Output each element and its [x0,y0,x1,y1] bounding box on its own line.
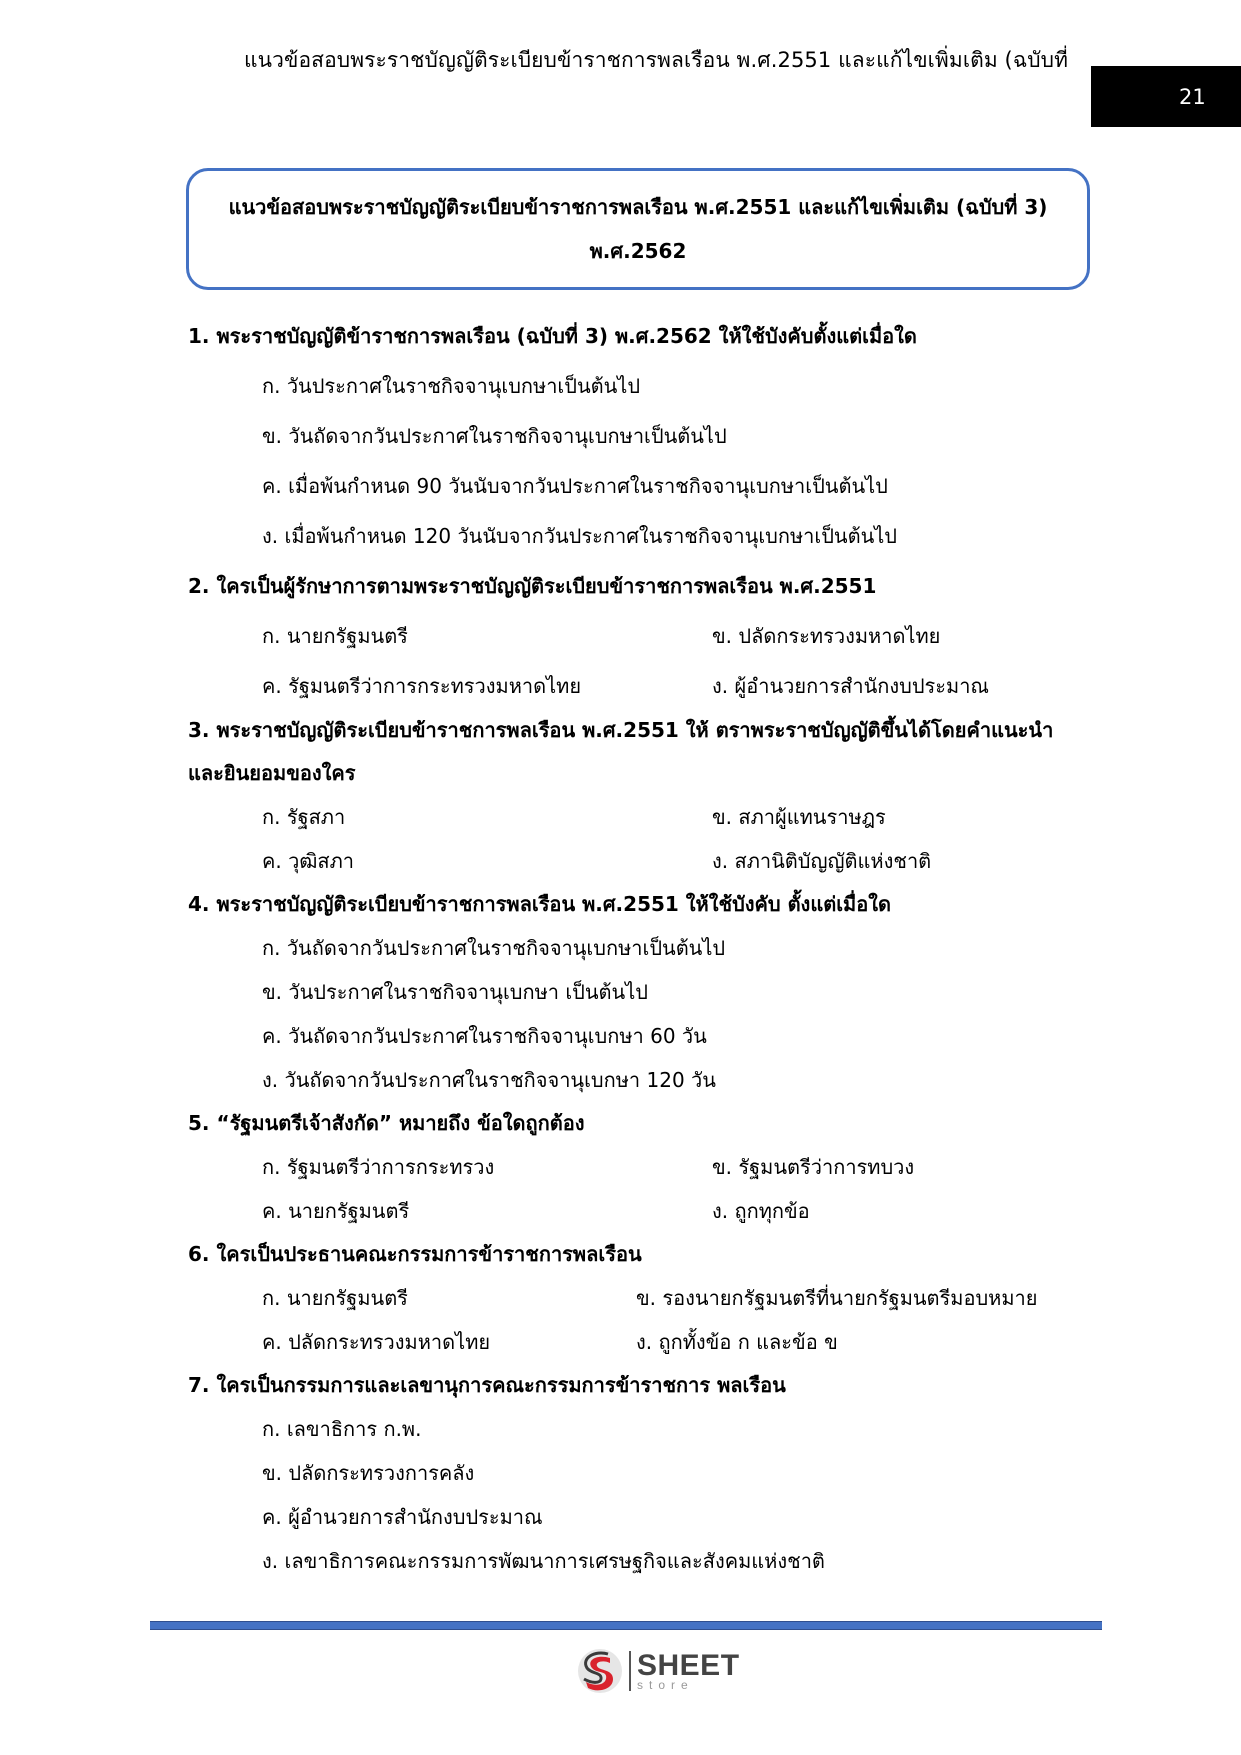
question-3-option-a: ก. รัฐสภา [262,805,346,829]
question-2-option-d: ง. ผู้อำนวยการสำนักงบประมาณ [712,674,989,698]
question-7-option-b: ข. ปลัดกระทรวงการคลัง [262,1461,475,1485]
logo-text [637,1651,740,1691]
question-1-option-a: ก. วันประกาศในราชกิจจานุเบกษาเป็นต้นไป [262,374,641,398]
question-4-option-a: ก. วันถัดจากวันประกาศในราชกิจจานุเบกษาเป็นต้นไป [262,936,726,960]
question-3-option-b: ข. สภาผู้แทนราษฎร [712,805,886,829]
running-header: แนวข้อสอบพระราชบัญญัติระเบียบข้าราชการพลเรือน พ.ศ.2551 และแก้ไขเพิ่มเติม (ฉบับที่ [244,48,1069,72]
question-4-option-c: ค. วันถัดจากวันประกาศในราชกิจจานุเบกษา 60 วัน [262,1024,707,1048]
question-2-option-c: ค. รัฐมนตรีว่าการกระทรวงมหาดไทย [262,674,582,698]
question-5-option-b: ข. รัฐมนตรีว่าการทบวง [712,1155,915,1179]
question-6-option-c: ค. ปลัดกระทรวงมหาดไทย [262,1330,491,1354]
question-1-option-c: ค. เมื่อพ้นกำหนด 90 วันนับจากวันประกาศในราชกิจจานุเบกษาเป็นต้นไป [262,474,888,498]
sheet-store-logo [575,1646,740,1696]
footer-rule [150,1621,1102,1630]
question-6: 6. ใครเป็นประธานคณะกรรมการข้าราชการพลเรือน [188,1242,642,1266]
question-7-option-d: ง. เลขาธิการคณะกรรมการพัฒนาการเศรษฐกิจและสังคมแห่งชาติ [262,1549,825,1573]
question-4-option-d: ง. วันถัดจากวันประกาศในราชกิจจานุเบกษา 120 วัน [262,1068,716,1092]
question-7: 7. ใครเป็นกรรมการและเลขานุการคณะกรรมการข้าราชการ พลเรือน [188,1373,786,1397]
question-6-option-b: ข. รองนายกรัฐมนตรีที่นายกรัฐมนตรีมอบหมาย [636,1286,1038,1310]
question-3-option-d: ง. สภานิติบัญญัติแห่งชาติ [712,849,932,873]
logo-divider [629,1651,631,1691]
question-3: 3. พระราชบัญญัติระเบียบข้าราชการพลเรือน พ.ศ.2551 ให้ ตราพระราชบัญญัติขึ้นได้โดยคำแนะนำ [188,718,1054,742]
question-1-option-b: ข. วันถัดจากวันประกาศในราชกิจจานุเบกษาเป็นต้นไป [262,424,727,448]
title-line-2: พ.ศ.2562 [589,239,687,263]
question-4: 4. พระราชบัญญัติระเบียบข้าราชการพลเรือน พ.ศ.2551 ให้ใช้บังคับ ตั้งแต่เมื่อใด [188,892,891,916]
question-5-option-d: ง. ถูกทุกข้อ [712,1199,810,1223]
logo-sub: store [637,1678,694,1692]
question-5-option-a: ก. รัฐมนตรีว่าการกระทรวง [262,1155,495,1179]
logo-word: SHEET [637,1649,740,1682]
question-1: 1. พระราชบัญญัติข้าราชการพลเรือน (ฉบับที่ 3) พ.ศ.2562 ให้ใช้บังคับตั้งแต่เมื่อใด [188,324,917,348]
sheet-store-logo-icon [575,1646,625,1696]
question-4-option-b: ข. วันประกาศในราชกิจจานุเบกษา เป็นต้นไป [262,980,648,1004]
question-5: 5. “รัฐมนตรีเจ้าสังกัด” หมายถึง ข้อใดถูกต้อง [188,1111,585,1135]
question-6-option-d: ง. ถูกทั้งข้อ ก และข้อ ข [636,1330,838,1354]
question-2: 2. ใครเป็นผู้รักษาการตามพระราชบัญญัติระเบียบข้าราชการพลเรือน พ.ศ.2551 [188,574,877,598]
question-1-option-d: ง. เมื่อพ้นกำหนด 120 วันนับจากวันประกาศในราชกิจจานุเบกษาเป็นต้นไป [262,524,897,548]
question-2-option-a: ก. นายกรัฐมนตรี [262,624,408,648]
page-number: 21 [1091,66,1241,127]
question-7-option-a: ก. เลขาธิการ ก.พ. [262,1417,422,1441]
question-2-option-b: ข. ปลัดกระทรวงมหาดไทย [712,624,941,648]
question-6-option-a: ก. นายกรัฐมนตรี [262,1286,408,1310]
question-3-option-c: ค. วุฒิสภา [262,849,355,873]
title-box [186,168,1090,290]
question-3-continued: และยินยอมของใคร [188,761,356,785]
title-line-1: แนวข้อสอบพระราชบัญญัติระเบียบข้าราชการพลเรือน พ.ศ.2551 และแก้ไขเพิ่มเติม (ฉบับที่ 3) [228,195,1048,219]
question-5-option-c: ค. นายกรัฐมนตรี [262,1199,410,1223]
question-7-option-c: ค. ผู้อำนวยการสำนักงบประมาณ [262,1505,543,1529]
